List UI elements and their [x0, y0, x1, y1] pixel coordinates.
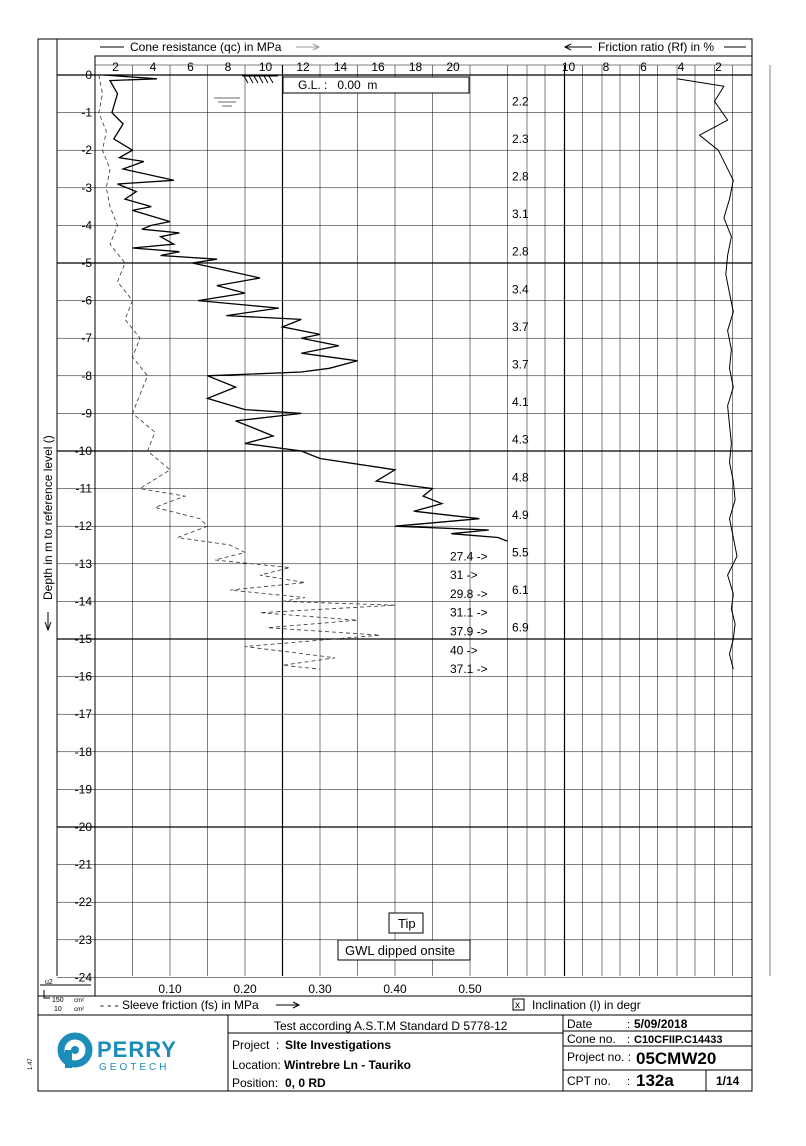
area1-label: 150 — [52, 997, 64, 1004]
rf-value-label: 2.8 — [512, 169, 529, 184]
offscale-label: 37.9 -> — [450, 624, 488, 639]
rf-value-label: 4.9 — [512, 507, 529, 522]
cpt-value: 132a — [636, 1071, 674, 1090]
depth-tick-label: -2 — [81, 143, 92, 158]
depth-tick-label: -7 — [81, 331, 92, 346]
area1-unit: cm² — [74, 998, 84, 1004]
qc-tick-label: 6 — [187, 60, 194, 74]
fs-tick-labels — [158, 982, 482, 996]
depth-tick-label: -1 — [81, 105, 92, 120]
cpt-label: CPT no. — [567, 1074, 611, 1088]
location-label: Location: — [232, 1058, 281, 1072]
side-note: 1.47 — [28, 1058, 34, 1070]
project-value: SIte Investigations — [285, 1038, 392, 1052]
date-colon: : — [627, 1019, 631, 1031]
tip-label: Tip — [398, 916, 416, 931]
offscale-label: 31 -> — [450, 568, 478, 583]
rf-tick-label: 2 — [715, 60, 722, 74]
cone-label: Cone no. — [567, 1032, 616, 1046]
qc-tick-label: 14 — [333, 60, 348, 74]
depth-tick-label: -23 — [74, 932, 92, 947]
qc-tick-label: 10 — [258, 60, 273, 74]
date-value: 5/09/2018 — [634, 1017, 688, 1031]
cone-colon: : — [627, 1034, 631, 1046]
rf-value-label: 4.3 — [512, 432, 529, 447]
projno-value: 05CMW20 — [636, 1049, 717, 1068]
depth-tick-label: -18 — [74, 744, 92, 759]
depth-tick-label: -6 — [81, 293, 92, 308]
rf-value-label: 3.7 — [512, 319, 529, 334]
rf-value-label: 4.1 — [512, 395, 529, 410]
depth-axis-label: Depth in m to reference level () — [41, 435, 55, 600]
fs-axis-title: - - - Sleeve friction (fs) in MPa — [100, 998, 259, 1012]
rf-value-label: 2.2 — [512, 94, 529, 109]
position-label: Position: — [232, 1076, 279, 1090]
offscale-label: 31.1 -> — [450, 605, 488, 620]
rf-value-label: 2.3 — [512, 131, 529, 146]
depth-tick-label: -9 — [81, 406, 92, 421]
water-table-icon — [214, 98, 240, 106]
depth-tick-label: -3 — [81, 180, 92, 195]
position-value: 0, 0 RD — [285, 1076, 326, 1090]
depth-tick-label: -19 — [74, 782, 92, 797]
depth-tick-label: -10 — [74, 444, 92, 458]
depth-tick-label: -8 — [81, 368, 92, 383]
rf-tick-label: 8 — [602, 60, 610, 74]
offscale-labels — [450, 549, 488, 676]
depth-tick-label: -14 — [74, 594, 92, 609]
depth-tick-label: -12 — [74, 519, 92, 534]
depth-tick-label: -16 — [74, 669, 92, 684]
depth-tick-label: -17 — [74, 707, 92, 722]
depth-tick-label: -24 — [74, 970, 92, 985]
depth-tick-label: -15 — [74, 632, 92, 646]
friction-ratio-line — [677, 79, 737, 669]
depth-tick-label: -21 — [74, 857, 92, 872]
fs-tick-label: 0.20 — [233, 982, 257, 996]
rf-value-label: 6.9 — [512, 620, 529, 635]
rf-value-labels — [512, 94, 529, 634]
logo-name: PERRY — [97, 1037, 177, 1062]
rf-value-label: 5.5 — [512, 545, 529, 560]
area2-label: 10 — [54, 1006, 62, 1013]
grid — [57, 65, 806, 977]
rf-axis-title: Friction ratio (Rf) in % — [598, 40, 715, 54]
rf-value-label: 3.1 — [512, 207, 529, 222]
rf-value-label: 2.8 — [512, 244, 529, 259]
depth-tick-label: -13 — [74, 556, 92, 571]
qc-tick-label: 18 — [408, 60, 423, 74]
cpt-colon: : — [627, 1076, 631, 1088]
rf-tick-labels — [562, 60, 722, 74]
qc-axis-title: Cone resistance (qc) in MPa — [130, 40, 282, 54]
qc-tick-label: 12 — [296, 60, 310, 74]
depth-tick-label: -22 — [74, 895, 92, 910]
inclination-box-mark: x — [515, 1000, 520, 1011]
rf-tick-label: 4 — [677, 60, 685, 74]
depth-tick-label: -5 — [81, 256, 92, 270]
depth-tick-labels — [75, 68, 93, 984]
page-value: 1/14 — [716, 1074, 740, 1088]
qc-tick-label: 2 — [112, 60, 119, 74]
u2-label: u2 — [45, 979, 53, 986]
qc-tick-label: 20 — [446, 60, 460, 74]
inclination-label: Inclination (I) in degr — [532, 998, 641, 1012]
fs-tick-label: 0.30 — [308, 982, 332, 996]
area2-unit: cm² — [74, 1007, 84, 1013]
fs-tick-label: 0.10 — [158, 982, 182, 996]
cone-resistance-line — [104, 75, 507, 541]
logo-sub: GEOTECH — [99, 1062, 170, 1073]
location-value: Wintrebre Ln - Tauriko — [284, 1058, 412, 1072]
project-label: Project — [232, 1038, 270, 1052]
gwl-label: GWL dipped onsite — [345, 943, 456, 958]
fs-tick-label: 0.50 — [458, 982, 482, 996]
qc-tick-label: 8 — [224, 60, 232, 74]
project-colon: : — [276, 1038, 280, 1052]
qc-tick-labels — [112, 60, 460, 74]
offscale-label: 40 -> — [450, 643, 478, 658]
sleeve-friction-line — [99, 75, 395, 669]
qc-tick-label: 16 — [371, 60, 385, 74]
ground-level-label: G.L. : 0.00 m — [298, 78, 378, 92]
projno-label: Project no. : — [567, 1050, 632, 1064]
rf-value-label: 6.1 — [512, 583, 529, 598]
rf-value-label: 4.8 — [512, 470, 529, 485]
rf-value-label: 3.7 — [512, 357, 529, 372]
rf-tick-label: 10 — [561, 60, 576, 74]
offscale-label: 27.4 -> — [450, 549, 488, 564]
standard-text: Test according A.S.T.M Standard D 5778-12 — [274, 1019, 508, 1033]
perry-logo — [61, 1036, 177, 1073]
rf-value-label: 3.4 — [512, 282, 529, 297]
rf-tick-label: 6 — [640, 60, 647, 74]
qc-tick-label: 4 — [149, 60, 157, 74]
depth-tick-label: -20 — [74, 820, 92, 834]
cone-value: C10CFIIP.C14433 — [634, 1034, 723, 1046]
fs-tick-label: 0.40 — [383, 982, 407, 996]
depth-tick-label: -4 — [81, 218, 92, 233]
offscale-label: 29.8 -> — [450, 586, 488, 601]
date-label: Date — [567, 1017, 593, 1031]
depth-tick-label: 0 — [85, 68, 92, 82]
depth-tick-label: -11 — [75, 481, 92, 496]
ground-hatch — [242, 76, 278, 83]
offscale-label: 37.1 -> — [450, 662, 488, 677]
